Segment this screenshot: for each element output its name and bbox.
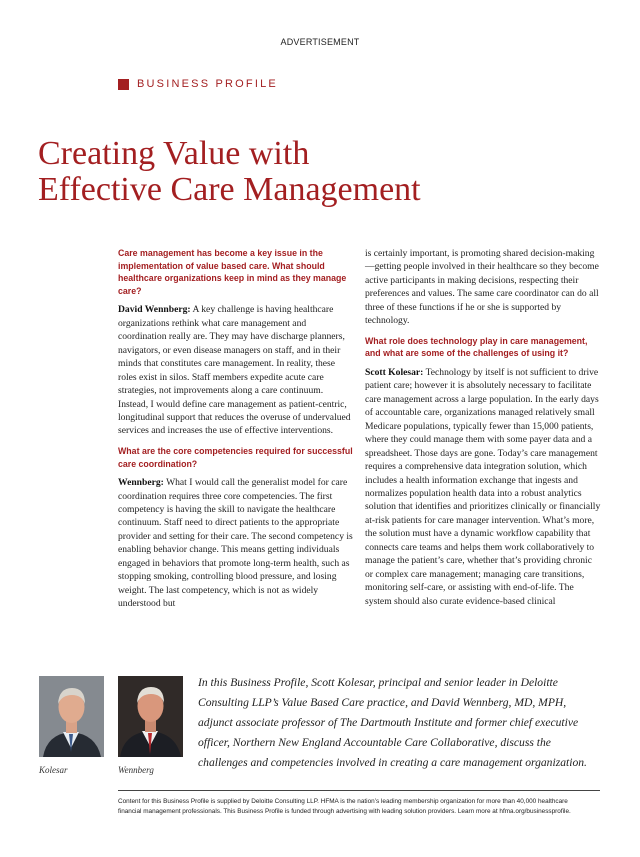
answer-1-text: A key challenge is having healthcare organizations rethink what care management and coordination really are. They may have discharge planners, navigators, or even disease managers on staff, and in their minds that constitutes care management. In reality, these roles exist in silos. Staff members expedite acute care strategies, not improvements along a care continuum. Instead, I would define care management as patient-centric, longitudinal support that reduces the overuse of undervalued services and increases the use of effective interventions. bbox=[118, 304, 351, 437]
footer-note: Content for this Business Profile is supplied by Deloitte Consulting LLP. HFMA is the nation’s leading membership organization for more than 40,000 healthcare financial management professionals. This Business Profile is funded through advertising with leading solution providers. Learn more at hfma.org/businessprofile. bbox=[118, 798, 571, 815]
speaker-wennberg: David Wennberg: bbox=[118, 304, 191, 316]
speaker-kolesar: Scott Kolesar: bbox=[365, 366, 424, 378]
advertisement-label: ADVERTISEMENT bbox=[280, 37, 360, 47]
left-column bbox=[118, 247, 354, 618]
kolesar-portrait-icon bbox=[39, 676, 104, 757]
kolesar-photo bbox=[39, 676, 104, 757]
section-square-icon bbox=[118, 79, 129, 90]
answer-2 bbox=[118, 476, 354, 611]
question-3: What role does technology play in care management, and what are some of the challenges of using it? bbox=[365, 335, 588, 359]
right-column bbox=[365, 247, 601, 615]
answer-3-text: Technology by itself is not sufficient to drive patient care; however it is absolutely necessary to facilitate care management across a large population. In the early days of accountable care, organizations managed relatively small Medicare populations, typically fewer than 15,000 patients, where they could manage them with some payer data and a spreadsheet. Those days are gone. Today’s care management requires a comprehensive data integration solution, which includes a health information exchange that ingests and normalizes population health data into a robust analytics solution that identifies and prioritizes clinically or financially at-risk patients for care manager intervention. What’s more, the solution must have a dynamic workflow capability that connects care teams and helps them work collaboratively to manage the patient’s care, whether that’s providing chronic or complex care management; managing care transitions, monitoring self-care, or assisting with end-of-life. The system should also curate evidence-based clinical bbox=[365, 366, 601, 607]
section-header bbox=[118, 78, 278, 90]
question-1: Care management has become a key issue in the implementation of value based care. What should healthcare organizations keep in mind as they manage care? bbox=[118, 248, 347, 296]
answer-1 bbox=[118, 303, 354, 438]
intro-paragraph: In this Business Profile, Scott Kolesar, principal and senior leader in Deloitte Consulting LLP’s Value Based Care practice, and David Wennberg, MD, MPH, adjunct associate professor of The Dartmouth Institute and former chief executive officer, Northern New England Accountable Care Collaborative, discuss the challenges and competencies involved in creating a care management organization. bbox=[198, 676, 587, 769]
question-2: What are the core competencies required for successful care coordination? bbox=[118, 445, 353, 469]
wennberg-photo bbox=[118, 676, 183, 757]
section-label: BUSINESS PROFILE bbox=[137, 78, 278, 90]
wennberg-portrait-icon bbox=[118, 676, 183, 757]
kolesar-caption: Kolesar bbox=[39, 765, 68, 775]
answer-2-text: What I would call the generalist model for care coordination requires three core competencies. The first competency is having the skill to navigate the healthcare continuum. Staff need to direct patients to the appropriate provider and setting for their care. The second competency is enabling behavior change. This means getting individuals engaged in behaviors that promote long-term health, such as stopping smoking, controlling blood pressure, and losing weight. The last competency, which is not as widely understood but bbox=[118, 477, 353, 610]
title-line-2: Effective Care Management bbox=[38, 171, 421, 208]
wennberg-caption: Wennberg bbox=[118, 765, 154, 775]
article-title bbox=[38, 136, 598, 208]
title-line-1: Creating Value with bbox=[38, 135, 310, 172]
answer-3 bbox=[365, 366, 601, 608]
speaker-wennberg-2: Wennberg: bbox=[118, 477, 164, 489]
footer-divider bbox=[118, 790, 600, 791]
answer-2-continued: is certainly important, is promoting shared decision-making—getting people involved in their healthcare so they become active participants in making decisions, respecting their preferences and values. The same care coordinator can do all three of these functions if he or she is supported by technology. bbox=[365, 248, 599, 327]
